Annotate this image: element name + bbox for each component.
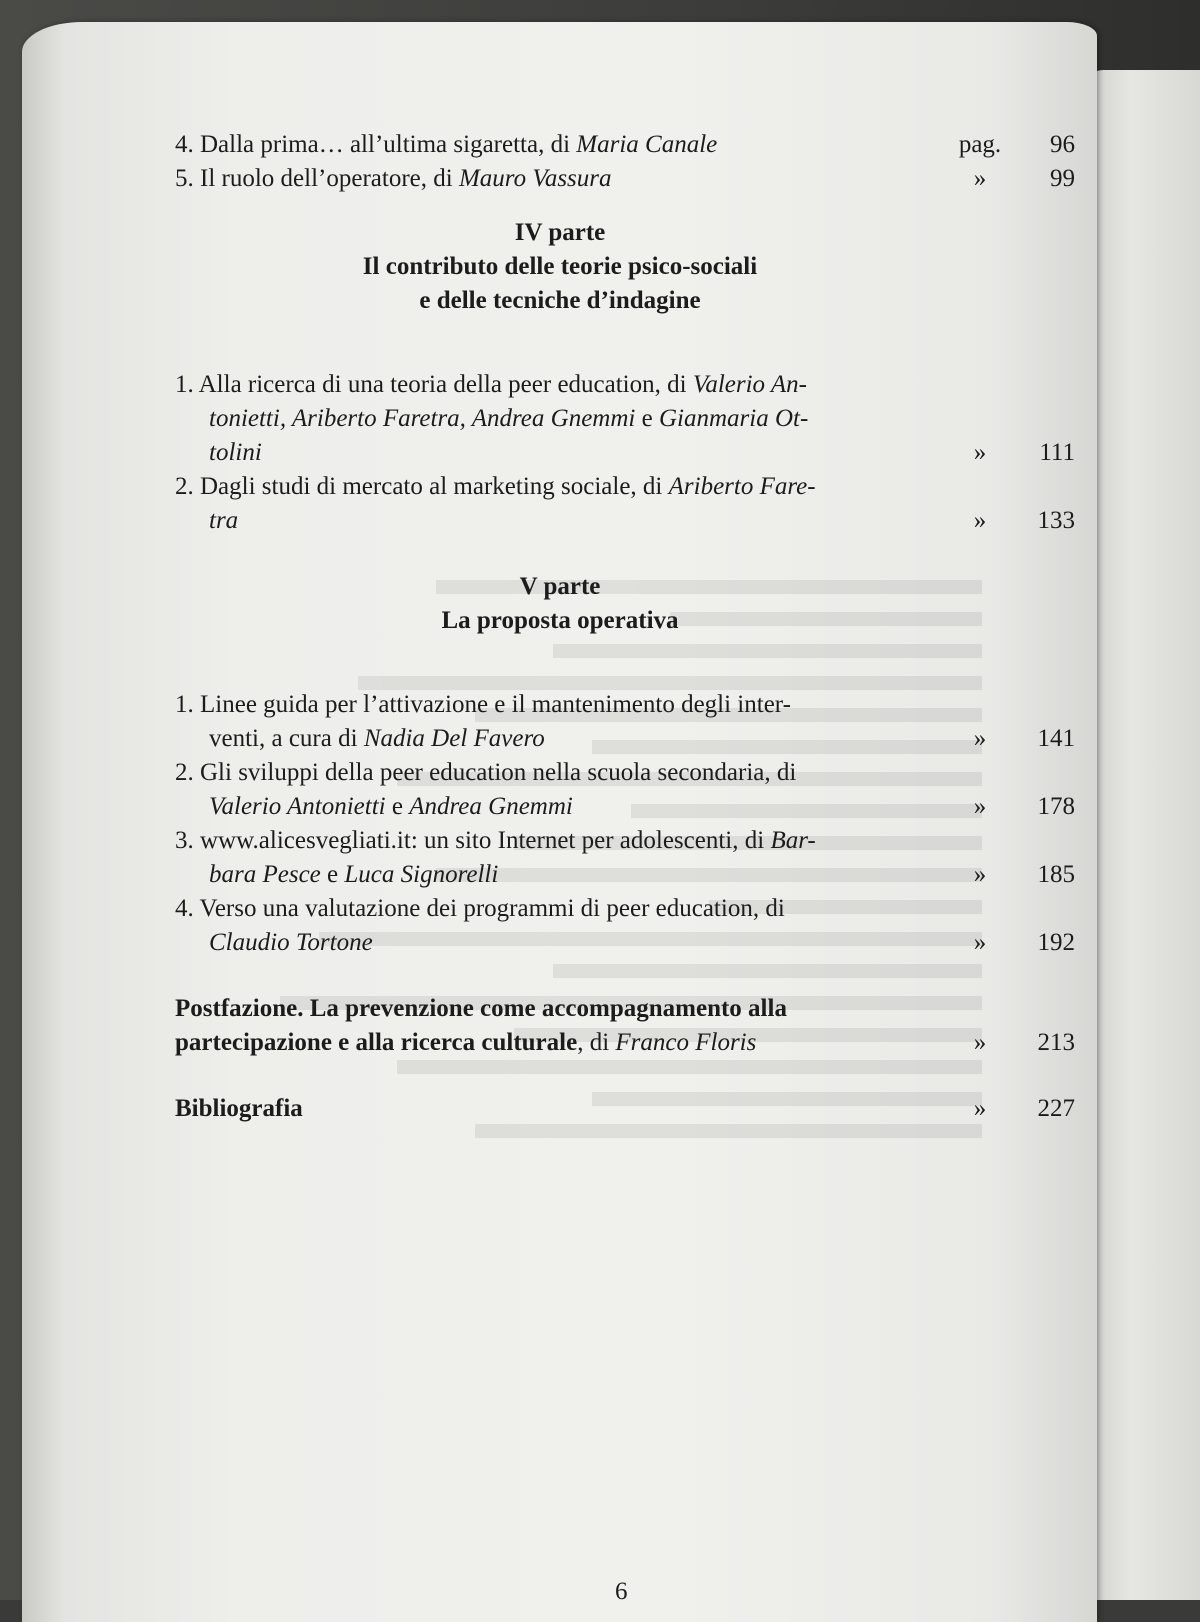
- part4-title-line2: e delle tecniche d’indagine: [419, 287, 701, 314]
- part5-heading: [175, 570, 945, 638]
- entry-author: Ariberto Fare-: [668, 473, 816, 500]
- toc-entry-part5-4: [175, 892, 1085, 960]
- entry-conjunction: e: [385, 793, 410, 820]
- toc-entry-part5-1: [175, 688, 1085, 756]
- entry-title: 1. Alla ricerca di una teoria della peer education, di: [175, 371, 693, 398]
- entry-title: Bibliografia: [175, 1095, 303, 1122]
- page-number: 178: [1037, 793, 1075, 820]
- facing-page-edge: [1085, 70, 1200, 1600]
- page-marker: »: [973, 1095, 987, 1122]
- entry-title: venti, a cura di: [209, 725, 364, 752]
- entry-author: Valerio Antonietti: [209, 793, 386, 820]
- entry-author: Luca Signorelli: [344, 861, 499, 888]
- page-number: 141: [1037, 725, 1075, 752]
- entry-title: 2. Dagli studi di mercato al marketing sociale, di: [175, 473, 669, 500]
- entry-author: Claudio Tortone: [209, 929, 373, 956]
- entry-title: 3. www.alicesvegliati.it: un sito Internet per adolescenti, di: [175, 827, 771, 854]
- toc-entry-bibliografia: [175, 1092, 1085, 1126]
- entry-title: 2. Gli sviluppi della peer education nella scuola secondaria, di: [175, 759, 797, 786]
- entry-conjunction: e: [635, 405, 659, 432]
- entry-conjunction: e: [320, 861, 345, 888]
- page-marker: »: [973, 793, 987, 820]
- entry-author: Nadia Del Favero: [363, 725, 545, 752]
- toc-entry-5: [175, 162, 1085, 196]
- page-number: 227: [1037, 1095, 1075, 1122]
- page-marker: »: [973, 1029, 987, 1056]
- folio-page-number: 6: [615, 1578, 628, 1605]
- entry-title: 1. Linee guida per l’attivazione e il mantenimento degli inter-: [175, 691, 791, 718]
- entry-conjunction: , di: [577, 1029, 616, 1056]
- page-marker: »: [973, 439, 987, 466]
- entry-author: Maria Canale: [576, 131, 718, 158]
- entry-author: Bar-: [770, 827, 816, 854]
- entry-author: tonietti, Ariberto Faretra, Andrea Gnemmi: [209, 405, 636, 432]
- entry-author: tra: [209, 507, 239, 534]
- page-number: 111: [1039, 439, 1075, 466]
- part5-label: V parte: [519, 573, 601, 600]
- table-of-contents: [175, 128, 1085, 1126]
- toc-entry-part5-2: [175, 756, 1085, 824]
- page-marker: »: [973, 507, 987, 534]
- page-number: 185: [1037, 861, 1075, 888]
- entry-title: 4. Dalla prima… all’ultima sigaretta, di: [175, 131, 577, 158]
- page-number: 96: [1050, 131, 1075, 158]
- toc-entry-part5-3: [175, 824, 1085, 892]
- page-number: 213: [1037, 1029, 1075, 1056]
- page-marker: »: [973, 929, 987, 956]
- entry-author: Valerio An-: [692, 371, 807, 398]
- page-number: 133: [1037, 507, 1075, 534]
- entry-title: partecipazione e alla ricerca culturale: [175, 1029, 578, 1056]
- entry-author: bara Pesce: [209, 861, 321, 888]
- entry-author: Gianmaria Ot-: [658, 405, 809, 432]
- entry-title: 5. Il ruolo dell’operatore, di: [175, 165, 459, 192]
- toc-entry-4: [175, 128, 1085, 162]
- part4-title-line1: Il contributo delle teorie psico-sociali: [362, 253, 758, 280]
- part5-title: La proposta operativa: [441, 607, 679, 634]
- entry-author: Andrea Gnemmi: [409, 793, 573, 820]
- toc-entry-part4-1: [175, 368, 1085, 470]
- entry-author: tolini: [209, 439, 262, 466]
- part4-label: IV parte: [514, 219, 606, 246]
- toc-entry-part4-2: [175, 470, 1085, 538]
- entry-title: Postfazione. La prevenzione come accompagnamento alla: [175, 995, 787, 1022]
- page-marker: pag.: [958, 131, 1002, 158]
- entry-author: Mauro Vassura: [458, 165, 612, 192]
- page-number: 99: [1050, 165, 1075, 192]
- toc-entry-postfazione: [175, 992, 1085, 1060]
- part4-heading: [175, 216, 945, 318]
- page-marker: »: [973, 725, 987, 752]
- page-marker: »: [973, 861, 987, 888]
- entry-title: 4. Verso una valutazione dei programmi di peer education, di: [175, 895, 785, 922]
- page-marker: »: [973, 165, 987, 192]
- page-number: 192: [1037, 929, 1075, 956]
- entry-author: Franco Floris: [615, 1029, 757, 1056]
